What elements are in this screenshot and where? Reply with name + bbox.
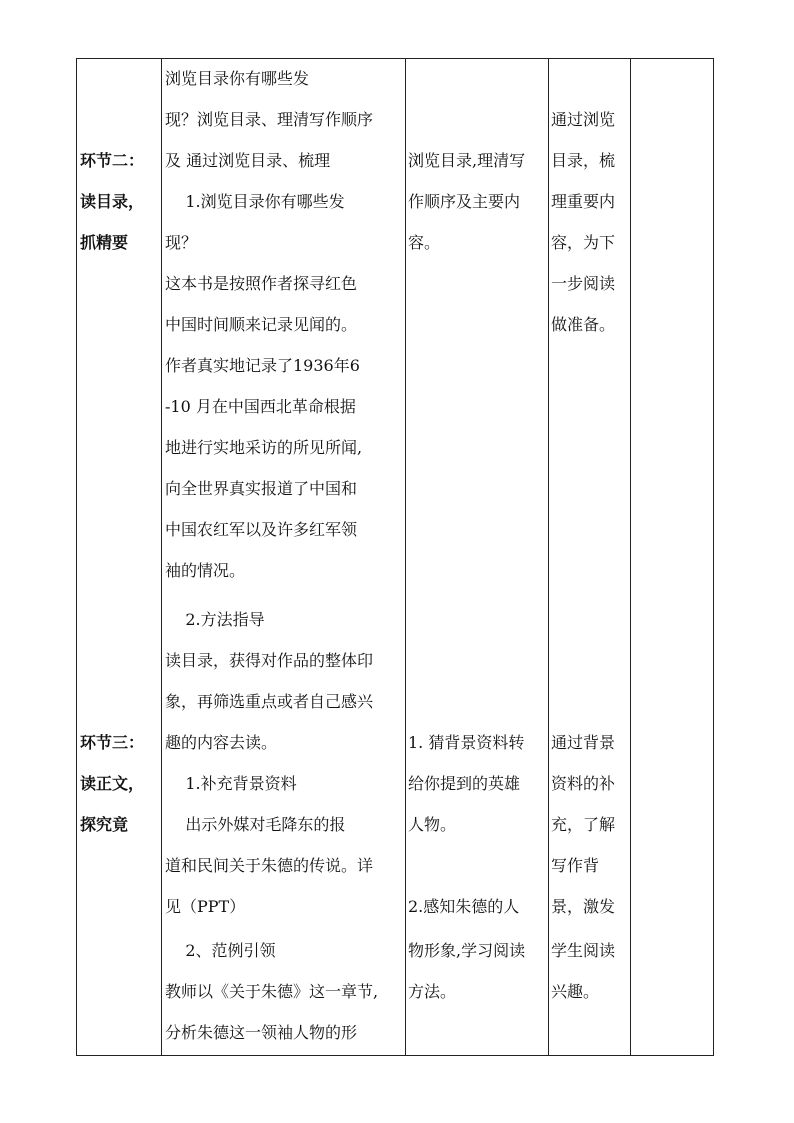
activity-line: 及 通过浏览目录、梳理	[165, 151, 331, 170]
activity-line: 趣的内容去读。	[165, 733, 278, 752]
stage-two-title-line1: 读目录，	[80, 192, 145, 211]
activity-line: 现？浏览目录、理清写作顺序	[165, 110, 374, 129]
student-line: 容。	[408, 233, 441, 252]
student-line: 给你提到的英雄	[408, 774, 521, 793]
intent-line: 资料的补	[551, 774, 616, 793]
activity-line: 中国农红军以及许多红军领	[165, 520, 358, 539]
intent-line: 通过背景	[551, 733, 616, 752]
intent-line: 做准备。	[551, 315, 616, 334]
intent-line: 容，为下	[551, 233, 616, 252]
student-line: 1. 猜背景资料转	[408, 733, 525, 752]
student-line: 物形象,学习阅读	[408, 941, 526, 960]
activity-line: 见（PPT）	[165, 897, 246, 916]
student-line: 人物。	[408, 815, 457, 834]
activity-line: 2.方法指导	[165, 610, 265, 629]
table-col-border-6	[713, 58, 714, 1056]
student-line: 作顺序及主要内	[408, 192, 521, 211]
activity-line: 作者真实地记录了1936年6	[165, 356, 360, 375]
activity-line: 教师以《关于朱德》这一章节,	[165, 982, 379, 1001]
activity-line: 向全世界真实报道了中国和	[165, 479, 358, 498]
table-col-border-2	[161, 58, 162, 1056]
activity-line: 分析朱德这一领袖人物的形	[165, 1023, 358, 1042]
intent-line: 景，激发	[551, 897, 616, 916]
table-top-border	[76, 58, 714, 59]
intent-line: 一步阅读	[551, 274, 616, 293]
activity-line: 2、范例引领	[165, 941, 276, 960]
stage-three-title-line2: 探究竟	[80, 815, 129, 834]
activity-line: 浏览目录你有哪些发	[165, 69, 310, 88]
activity-line: 道和民间关于朱德的传说。详	[165, 856, 374, 875]
activity-line: 1.浏览目录你有哪些发	[165, 192, 345, 211]
stage-three-label: 环节三：	[80, 733, 145, 752]
intent-line: 兴趣。	[551, 982, 600, 1001]
activity-line: 现？	[165, 233, 198, 252]
activity-line: 读目录，获得对作品的整体印	[165, 651, 374, 670]
stage-three-title-line1: 读正文，	[80, 774, 145, 793]
intent-line: 理重要内	[551, 192, 616, 211]
stage-two-label: 环节二：	[80, 151, 145, 170]
table-col-border-1	[76, 58, 77, 1056]
activity-line: 象，再筛选重点或者自己感兴	[165, 692, 374, 711]
activity-line: 这本书是按照作者探寻红色	[165, 274, 358, 293]
table-bottom-border	[76, 1055, 714, 1056]
table-col-border-5	[630, 58, 631, 1056]
intent-line: 通过浏览	[551, 110, 616, 129]
intent-line: 学生阅读	[551, 941, 616, 960]
intent-line: 写作背	[551, 856, 600, 875]
stage-two-title-line2: 抓精要	[80, 233, 129, 252]
student-line: 方法。	[408, 982, 457, 1001]
intent-line: 充，了解	[551, 815, 616, 834]
activity-line: 地进行实地采访的所见所闻,	[165, 438, 363, 457]
table-col-border-3	[405, 58, 406, 1056]
activity-line: -10 月在中国西北革命根据	[165, 397, 356, 416]
activity-line: 袖的情况。	[165, 561, 246, 580]
activity-line: 中国时间顺来记录见闻的。	[165, 315, 358, 334]
table-col-border-4	[548, 58, 549, 1056]
activity-line: 1.补充背景资料	[165, 774, 297, 793]
activity-line: 出示外媒对毛降东的报	[165, 815, 346, 834]
student-line: 浏览目录,理清写	[408, 151, 526, 170]
student-line: 2.感知朱德的人	[408, 897, 520, 916]
intent-line: 目录，梳	[551, 151, 616, 170]
